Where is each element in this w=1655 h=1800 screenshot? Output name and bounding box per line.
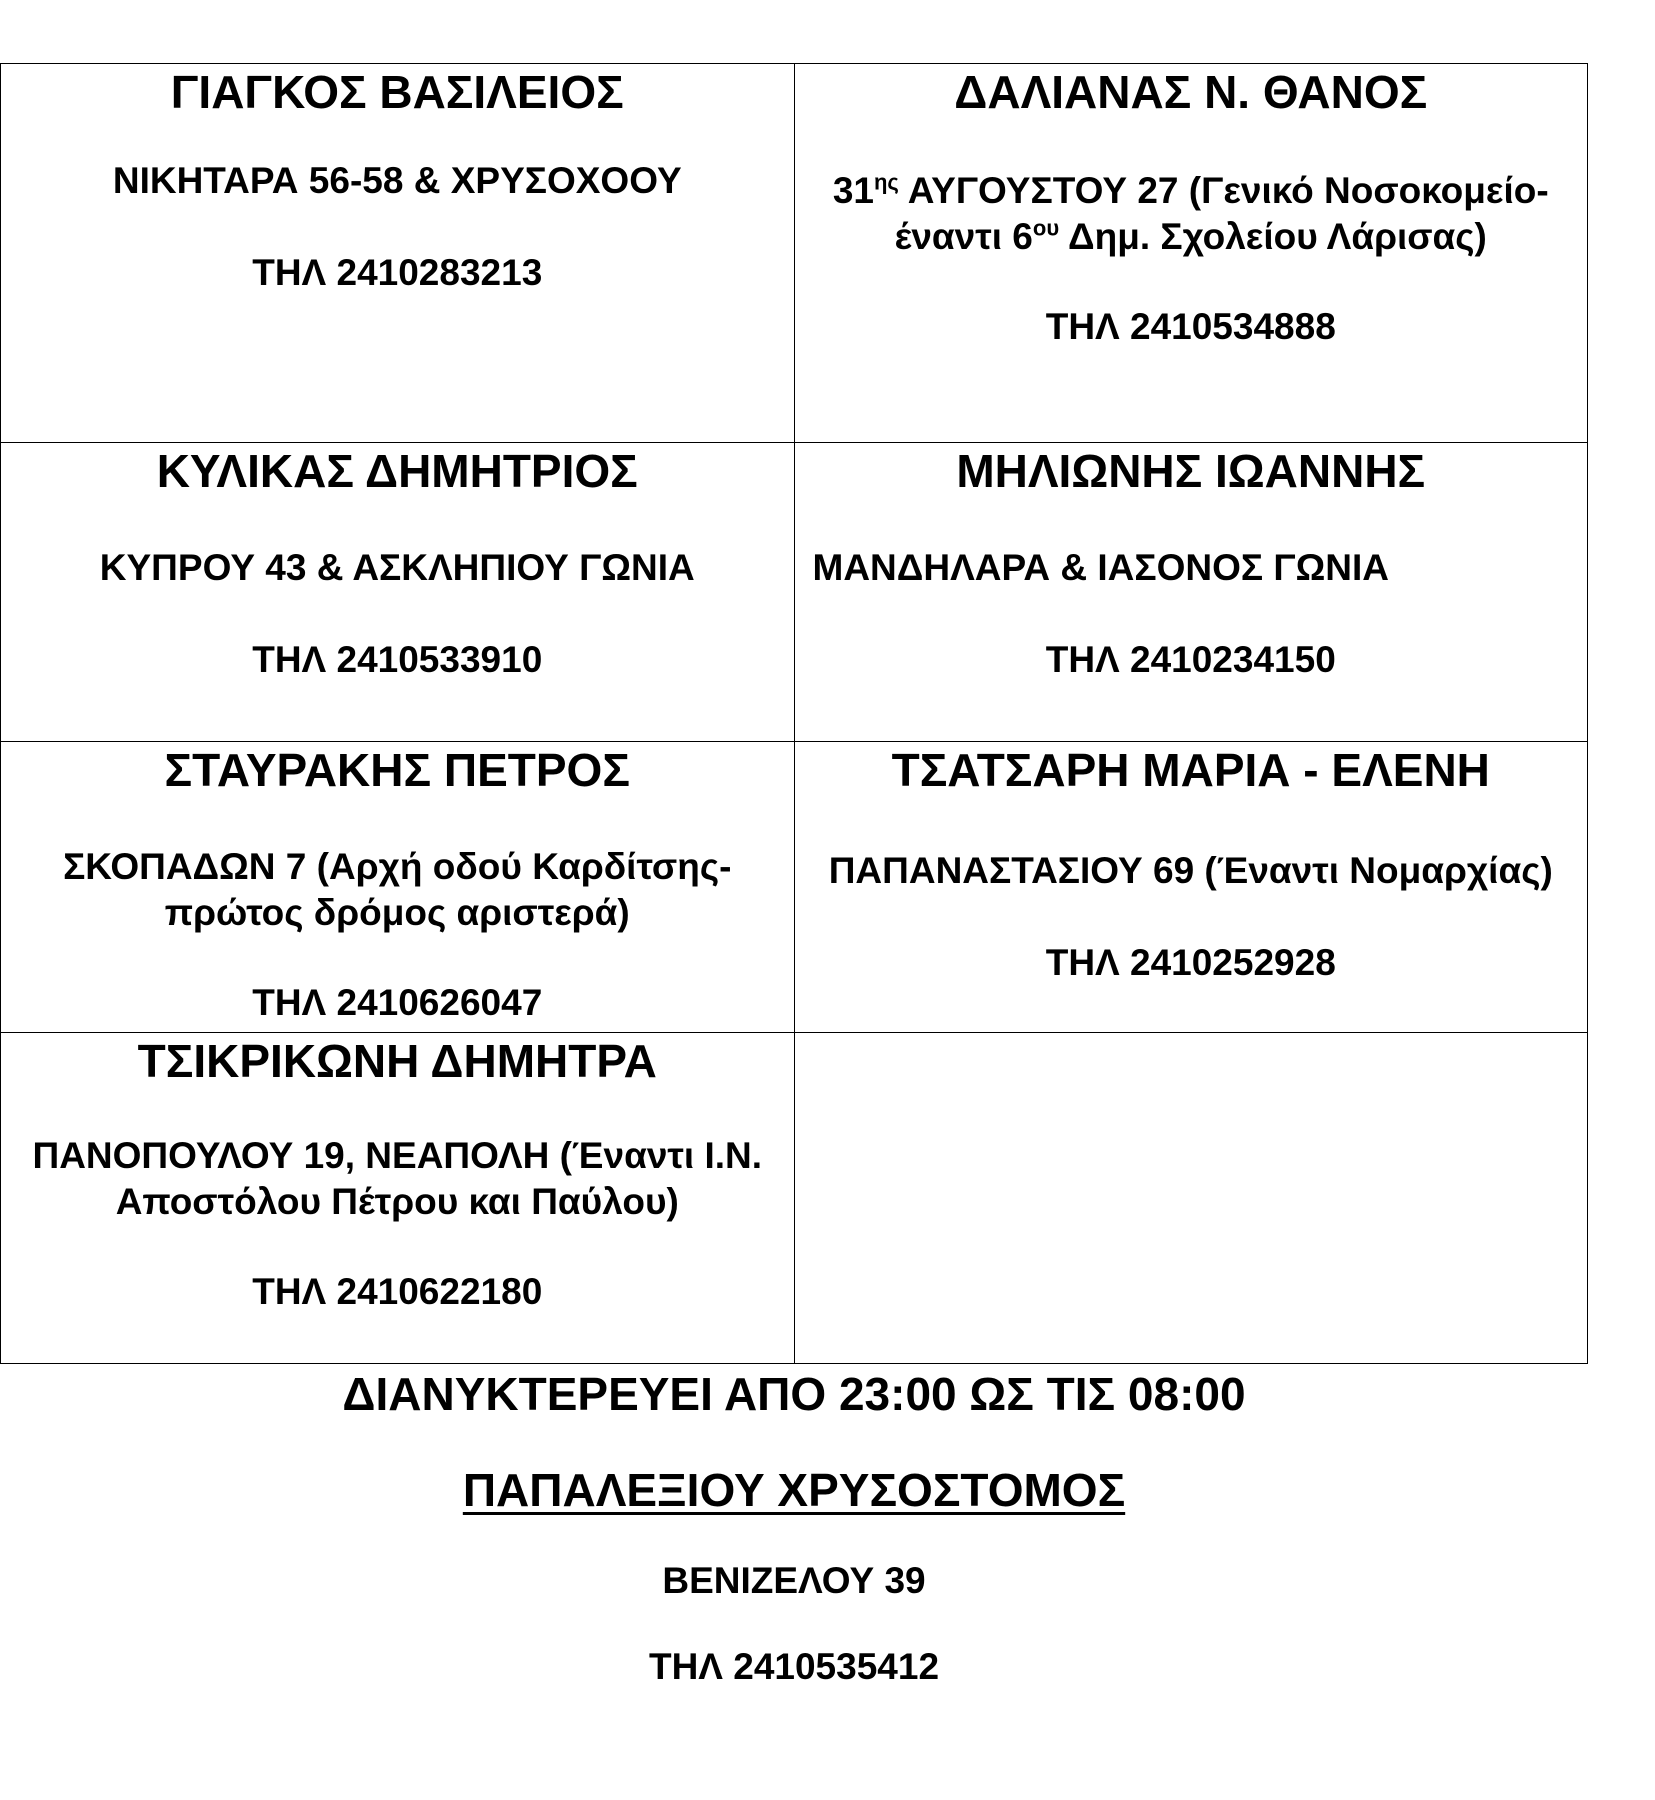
night-duty-name-text: ΠΑΠΑΛΕΞΙΟΥ ΧΡΥΣΟΣΤΟΜΟΣ bbox=[462, 1464, 1126, 1516]
table-row bbox=[1, 64, 1588, 443]
table-row bbox=[1, 1033, 1588, 1364]
pharmacy-phone: ΤΗΛ 2410626047 bbox=[252, 982, 543, 1023]
night-duty-phone: ΤΗΛ 2410535412 bbox=[648, 1646, 940, 1687]
pharmacy-phone: ΤΗΛ 2410533910 bbox=[252, 639, 543, 680]
pharmacy-cell bbox=[1, 64, 795, 443]
pharmacy-phone: ΤΗΛ 2410622180 bbox=[252, 1271, 543, 1312]
pharmacy-phone: ΤΗΛ 2410234150 bbox=[1045, 639, 1336, 680]
pharmacy-name: ΓΙΑΓΚΟΣ ΒΑΣΙΛΕΙΟΣ bbox=[170, 66, 624, 118]
pharmacy-name: ΔΑΛΙΑΝΑΣ Ν. ΘΑΝΟΣ bbox=[954, 66, 1428, 118]
pharmacy-address: ΠΑΠΑΝΑΣΤΑΣΙΟΥ 69 (Έναντι Νομαρχίας) bbox=[828, 850, 1553, 891]
pharmacy-cell bbox=[794, 742, 1588, 1033]
pharmacy-cell bbox=[1, 1033, 795, 1364]
ordinal-suffix: ης bbox=[873, 169, 899, 195]
pharmacy-phone: ΤΗΛ 2410252928 bbox=[1045, 942, 1336, 983]
pharmacy-name: ΤΣΙΚΡΙΚΩΝΗ ΔΗΜΗΤΡΑ bbox=[137, 1035, 657, 1087]
table-row bbox=[1, 742, 1588, 1033]
table-row bbox=[1, 443, 1588, 742]
pharmacy-table bbox=[0, 63, 1588, 1364]
pharmacy-name: ΣΤΑΥΡΑΚΗΣ ΠΕΤΡΟΣ bbox=[164, 744, 630, 796]
pharmacy-cell bbox=[794, 443, 1588, 742]
pharmacy-name: ΤΣΑΤΣΑΡΗ ΜΑΡΙΑ - ΕΛΕΝΗ bbox=[891, 744, 1490, 796]
night-duty-pharmacy-name bbox=[0, 1462, 1588, 1518]
pharmacy-name: ΚΥΛΙΚΑΣ ΔΗΜΗΤΡΙΟΣ bbox=[156, 445, 638, 497]
pharmacy-address: ΠΑΝΟΠΟΥΛΟΥ 19, ΝΕΑΠΟΛΗ (Έναντι Ι.Ν. Αποστόλου Πέτρου και Παύλου) bbox=[32, 1135, 763, 1222]
empty-cell bbox=[794, 1033, 1588, 1364]
night-duty-address: ΒΕΝΙΖΕΛΟΥ 39 bbox=[662, 1560, 926, 1601]
pharmacy-address: ΚΥΠΡΟΥ 43 & ΑΣΚΛΗΠΙΟΥ ΓΩΝΙΑ bbox=[99, 547, 695, 588]
pharmacy-name: ΜΗΛΙΩΝΗΣ ΙΩΑΝΝΗΣ bbox=[956, 445, 1426, 497]
pharmacy-address bbox=[803, 168, 1580, 260]
address-text: ΑΥΓΟΥΣΤΟΥ 27 (Γενικό Νοσοκομείο- έναντι 6 bbox=[894, 170, 1549, 257]
ordinal-suffix: ου bbox=[1032, 215, 1060, 241]
pharmacy-phone: ΤΗΛ 2410534888 bbox=[1045, 306, 1336, 347]
pharmacy-cell bbox=[1, 742, 795, 1033]
pharmacy-phone: ΤΗΛ 2410283213 bbox=[252, 252, 543, 293]
pharmacy-cell bbox=[794, 64, 1588, 443]
night-duty-title: ΔΙΑΝΥΚΤΕΡΕΥΕΙ ΑΠΟ 23:00 ΩΣ ΤΙΣ 08:00 bbox=[342, 1368, 1246, 1420]
address-text: Δημ. Σχολείου Λάρισας) bbox=[1059, 216, 1487, 257]
pharmacy-address: ΜΑΝΔΗΛΑΡΑ & ΙΑΣΟΝΟΣ ΓΩΝΙΑ bbox=[812, 547, 1389, 588]
pharmacy-cell bbox=[1, 443, 795, 742]
address-number: 31 bbox=[832, 170, 874, 211]
pharmacy-address: ΝΙΚΗΤΑΡΑ 56-58 & ΧΡΥΣΟΧΟΟΥ bbox=[112, 160, 682, 201]
pharmacy-address: ΣΚΟΠΑΔΩΝ 7 (Αρχή οδού Καρδίτσης- πρώτος δρόμος αριστερά) bbox=[63, 846, 732, 933]
